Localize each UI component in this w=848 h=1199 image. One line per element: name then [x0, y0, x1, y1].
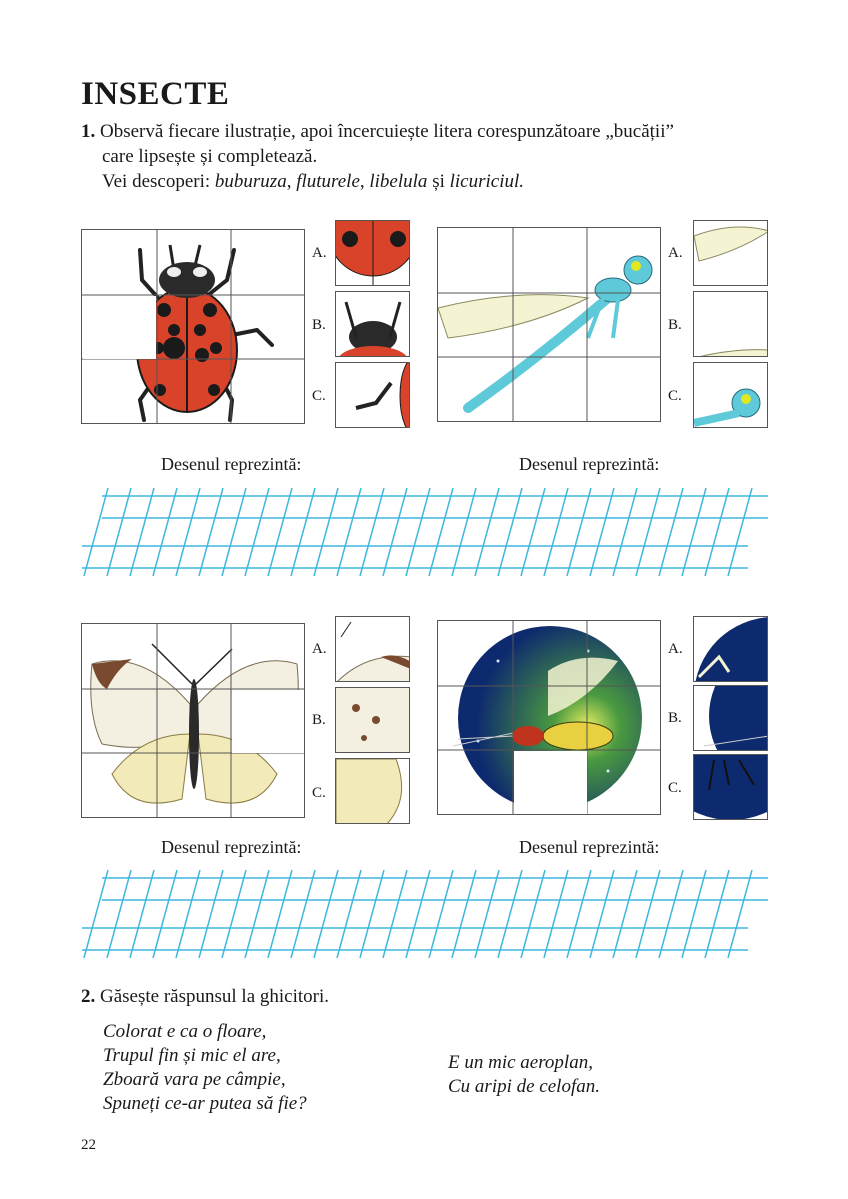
slant-line [383, 488, 407, 576]
slant-line [84, 870, 108, 958]
riddle-1-line: Colorat e ca o floare, [103, 1021, 267, 1042]
ladybug-illustration [82, 230, 305, 424]
ladybug-letter-a: A. [312, 245, 327, 261]
slant-line [245, 488, 269, 576]
riddle-1-line: Zboară vara pe câmpie, [103, 1069, 286, 1090]
slant-line [452, 870, 476, 958]
dragonfly-option-c[interactable] [693, 362, 768, 428]
slant-line [590, 488, 614, 576]
word-dragonfly: libelula [369, 171, 428, 192]
ladybug-option-b[interactable] [335, 291, 410, 357]
exercise-1-line-1: Observă fiecare ilustrație, apoi încercuiește litera corespunzătoare „bucății” [100, 121, 674, 142]
slant-line [107, 488, 131, 576]
firefly-caption: Desenul reprezintă: [519, 837, 660, 857]
dragonfly-option-a[interactable] [693, 220, 768, 286]
riddle-2 [448, 1051, 600, 1099]
slant-line [475, 870, 499, 958]
firefly-letter-c: C. [668, 780, 682, 796]
exercise-1-instructions [81, 119, 771, 194]
butterfly-puzzle [81, 623, 305, 818]
slant-line [291, 488, 315, 576]
exercise-1-line-2: care lipsește și completează. [102, 146, 318, 167]
butterfly-option-a[interactable] [335, 616, 410, 682]
slant-line [728, 488, 752, 576]
slant-line [153, 870, 177, 958]
butterfly-caption: Desenul reprezintă: [161, 837, 302, 857]
dragonfly-letter-c: C. [668, 388, 682, 404]
exercise-1-discover-line: Vei descoperi: buburuza, fluturele, libelula și licuriciul. [102, 171, 525, 192]
slant-line [544, 488, 568, 576]
word-ladybug: buburuza [214, 171, 287, 192]
ladybug-option-a[interactable] [335, 220, 410, 286]
slant-line [268, 488, 292, 576]
slant-line [406, 488, 430, 576]
riddle-2-line: Cu aripi de celofan. [448, 1076, 600, 1097]
slant-line [521, 488, 545, 576]
slant-line [130, 488, 154, 576]
ladybug-caption: Desenul reprezintă: [161, 454, 302, 474]
slant-line [498, 488, 522, 576]
slant-line [383, 870, 407, 958]
slant-line [199, 870, 223, 958]
firefly-option-a[interactable] [693, 616, 768, 682]
slant-line [521, 870, 545, 958]
slant-line [429, 870, 453, 958]
ladybug-option-c[interactable] [335, 362, 410, 428]
word-firefly: licuriciul. [449, 171, 525, 192]
firefly-letter-a: A. [668, 641, 683, 657]
slant-line [636, 488, 660, 576]
riddle-1 [103, 1020, 307, 1116]
dragonfly-illustration [438, 228, 661, 422]
ladybug-puzzle [81, 229, 305, 424]
butterfly-letter-a: A. [312, 641, 327, 657]
slant-line [268, 870, 292, 958]
slant-line [360, 870, 384, 958]
word-butterfly: fluturele [296, 171, 360, 192]
slant-line [567, 488, 591, 576]
firefly-option-b[interactable] [693, 685, 768, 751]
slant-line [452, 488, 476, 576]
butterfly-option-b[interactable] [335, 687, 410, 753]
slant-line [84, 488, 108, 576]
slant-line [337, 488, 361, 576]
slant-line [567, 870, 591, 958]
dragonfly-letter-b: B. [668, 317, 682, 333]
slant-line [153, 488, 177, 576]
dragonfly-caption: Desenul reprezintă: [519, 454, 660, 474]
slant-line [337, 870, 361, 958]
dragonfly-option-b[interactable] [693, 291, 768, 357]
slant-line [705, 870, 729, 958]
slant-line [613, 870, 637, 958]
writing-lines-1[interactable] [80, 488, 770, 576]
dragonfly-letter-a: A. [668, 245, 683, 261]
page-title: INSECTE [81, 76, 230, 112]
slant-line [728, 870, 752, 958]
slant-line [498, 870, 522, 958]
slant-line [314, 488, 338, 576]
slant-line [682, 870, 706, 958]
butterfly-letter-c: C. [312, 785, 326, 801]
exercise-2-text: Găsește răspunsul la ghicitori. [100, 986, 330, 1007]
riddle-2-line: E un mic aeroplan, [448, 1052, 593, 1073]
firefly-letter-b: B. [668, 710, 682, 726]
slant-line [636, 870, 660, 958]
firefly-illustration [438, 621, 661, 815]
slant-line [199, 488, 223, 576]
exercise-2-number: 2. [81, 986, 96, 1007]
exercise-1-number: 1. [81, 121, 96, 142]
butterfly-illustration [82, 624, 305, 818]
ladybug-letter-c: C. [312, 388, 326, 404]
slant-line [682, 488, 706, 576]
riddle-1-line: Trupul fin și mic el are, [103, 1045, 281, 1066]
slant-line [406, 870, 430, 958]
slant-line [544, 870, 568, 958]
slant-line [360, 488, 384, 576]
butterfly-letter-b: B. [312, 712, 326, 728]
slant-line [130, 870, 154, 958]
slant-line [314, 870, 338, 958]
slant-line [176, 870, 200, 958]
slant-line [613, 488, 637, 576]
slant-line [222, 870, 246, 958]
firefly-option-c[interactable] [693, 754, 768, 820]
slant-line [291, 870, 315, 958]
slant-line [659, 870, 683, 958]
butterfly-option-c[interactable] [335, 758, 410, 824]
slant-line [659, 488, 683, 576]
exercise-2-instructions [81, 986, 329, 1008]
writing-lines-2[interactable] [80, 870, 770, 958]
slant-line [245, 870, 269, 958]
slant-line [590, 870, 614, 958]
riddle-1-line: Spuneți ce-ar putea să fie? [103, 1093, 307, 1114]
ladybug-letter-b: B. [312, 317, 326, 333]
slant-line [429, 488, 453, 576]
slant-line [176, 488, 200, 576]
firefly-puzzle [437, 620, 661, 815]
slant-line [705, 488, 729, 576]
slant-line [107, 870, 131, 958]
slant-line [222, 488, 246, 576]
dragonfly-puzzle [437, 227, 661, 422]
page-number: 22 [81, 1137, 96, 1153]
slant-line [475, 488, 499, 576]
